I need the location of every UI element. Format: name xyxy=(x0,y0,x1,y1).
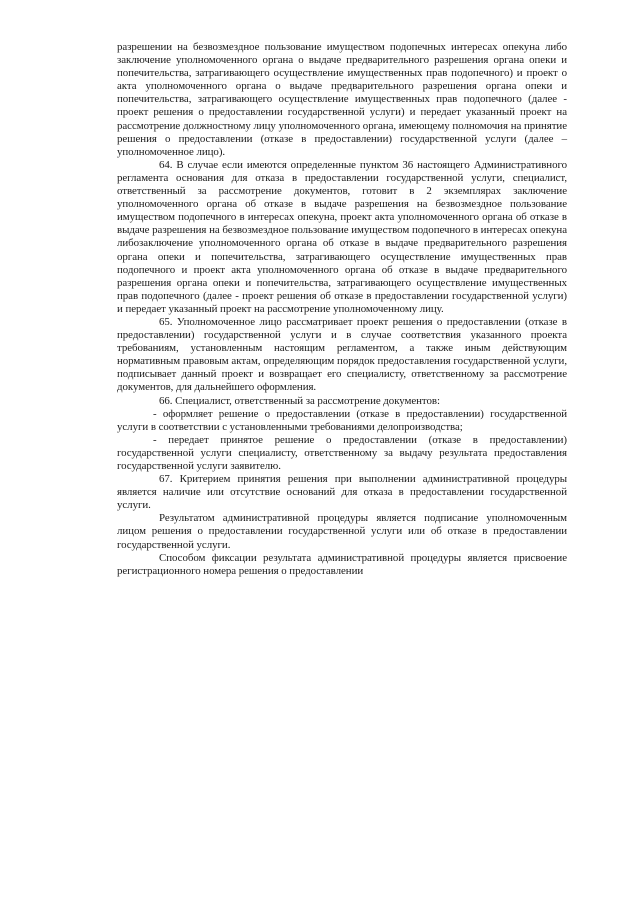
document-body xyxy=(117,41,567,578)
paragraph-fixation: Способом фиксации результата административной процедуры является присвоение регистрационного номера решения о предоставлении xyxy=(117,551,567,577)
paragraph-65: 65. Уполномоченное лицо рассматривает проект решения о предоставлении (отказе в предоставлении) государственной услуги и в случае соответствия указанного проекта требованиям, установленным настоящим регламентом, а также иным действующим нормативным правовым актам, определяющим порядок предоставления государственной услуги, подписывает данный проект и возвращает его специалисту, ответственному за рассмотрение документов, для дальнейшего оформления. xyxy=(117,315,567,394)
paragraph-67: 67. Критерием принятия решения при выполнении административной процедуры является наличие или отсутствие оснований для отказа в предоставлении государственной услуги. xyxy=(117,473,567,512)
paragraph-66-item-2: - передает принятое решение о предоставлении (отказе в предоставлении) государственной услуги специалисту, ответственному за выдачу результата предоставления государственной услуги заявителю. xyxy=(117,433,567,472)
paragraph-66-item-1: - оформляет решение о предоставлении (отказе в предоставлении) государственной услуги в соответствии с установленными требованиями делопроизводства; xyxy=(117,407,567,433)
paragraph-66: 66. Специалист, ответственный за рассмотрение документов: xyxy=(159,394,440,407)
paragraph-64: 64. В случае если имеются определенные пунктом 36 настоящего Административного регламента основания для отказа в предоставлении государственной услуги, специалист, ответственный за рассмотрение документов, готовит в 2 экземплярах заключение уполномоченного органа об отказе в выдаче разрешения на безвозмездное пользование имуществом подопечного в интересах опекуна, проект акта уполномоченного органа об отказе в выдаче разрешения на безвозмездное пользование имуществом подопечного в интересах опекуна либозаключение уполномоченного органа об отказе в выдаче предварительного разрешения органа опеки и попечительства, затрагивающего осуществление имущественных прав подопечного и проект акта уполномоченного органа об отказе в выдаче предварительного разрешения органа опеки и попечительства, затрагивающего осуществление имущественных прав подопечного (далее - проект решения об отказе в предоставлении государственной услуги) и передает указанный проект на рассмотрение уполномоченному лицу. xyxy=(117,158,567,315)
paragraph-result: Результатом административной процедуры является подписание уполномоченным лицом решения о предоставлении государственной услуги или об отказе в предоставлении государственной услуги. xyxy=(117,512,567,551)
paragraph-continuation: разрешении на безвозмездное пользование имуществом подопечных интересах опекуна либо заключение уполномоченного органа о выдаче предварительного разрешения органа опеки и попечительства, затрагивающего осуществление имущественных прав подопечного) и проект о акта уполномоченного органа о выдаче предварительного разрешения органа опеки и попечительства, затрагивающего осуществление имущественных прав подопечного (далее - проект решения о предоставлении государственной услуги) и передает указанный проект на рассмотрение должностному лицу уполномоченного органа, имеющему полномочия на принятие решения о предоставлении (отказе в предоставлении) государственной услуги (далее – уполномоченное лицо). xyxy=(117,41,567,158)
